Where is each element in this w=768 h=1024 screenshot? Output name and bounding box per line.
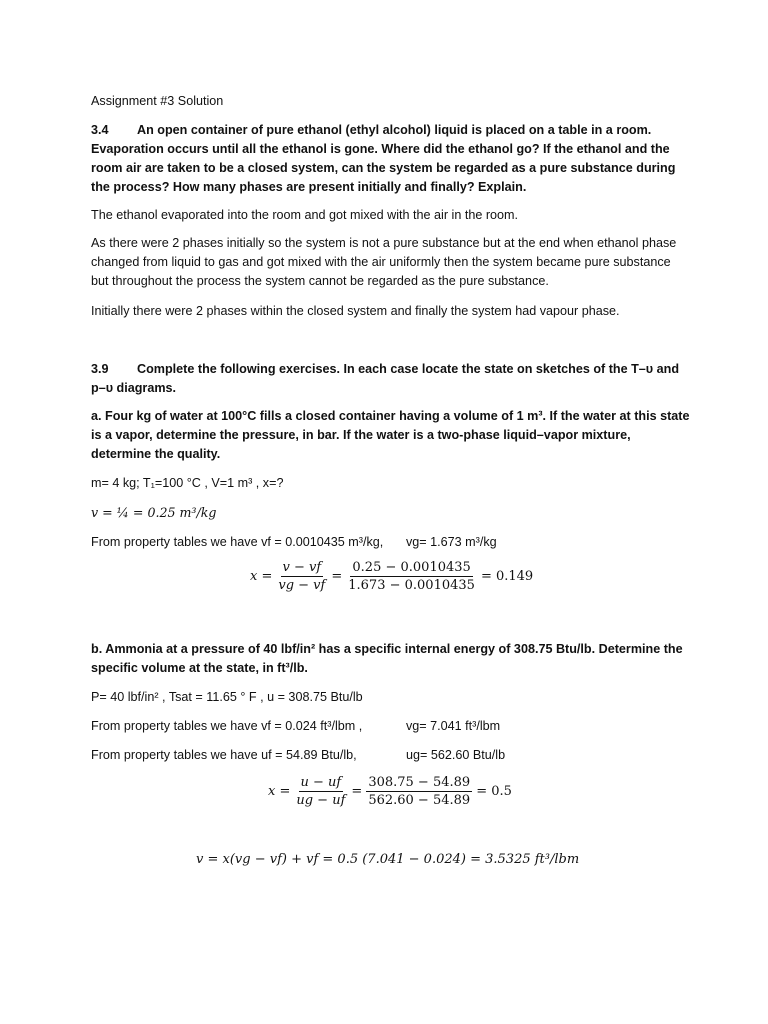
part-a-quality-equation: x = $\frac{v - vf}{vg - vf}$ = $\frac{0.25 - 0.0010435}{1.673 - 0.0010435}$ = 0.149 — [250, 560, 534, 593]
part-a-specific-volume: v = ¼ = 0.25 m³/kg — [91, 505, 217, 520]
part-a-eq-num: 0.25 − 0.0010435 — [352, 560, 471, 575]
part-b-eq-den: 562.60 − 54.89 — [368, 793, 471, 808]
problem-3-9-number: 3.9 — [91, 362, 109, 376]
problem-3-4-number: 3.4 — [91, 123, 109, 137]
problem-3-4-answer-2: As there were 2 phases initially so the system is not a pure substance but at the end when ethanol phase changed from liquid to gas and got mixed with the air uniformly then the system became pure substance but throughout the process the system cannot be regarded as the pure substance. — [91, 236, 677, 288]
part-b-given: P= 40 lbf/in² , Tsat = 11.65 ° F , u = 308.75 Btu/lb — [91, 690, 363, 704]
part-a-eq-result: = 0.149 — [480, 569, 534, 584]
part-a-tables-vf: From property tables we have vf = 0.0010435 m³/kg, — [91, 535, 384, 549]
problem-3-4-answer-3: Initially there were 2 phases within the closed system and finally the system had vapour phase. — [91, 304, 620, 318]
problem-3-9-question: 3.9 Complete the following exercises. In each case locate the state on sketches of the T–υ and p–υ diagrams. — [91, 362, 680, 395]
part-b-specific-volume-equation: v = x(vg − vf) + vf = 0.5 (7.041 − 0.024) = 3.5325 ft³/lbm — [196, 852, 580, 867]
part-b-question: b. Ammonia at a pressure of 40 lbf/in² has a specific internal energy of 308.75 Btu/lb. Determine the specific volume at the state, in ft³/lb. — [91, 642, 683, 675]
part-b-symbolic-fraction — [294, 775, 347, 808]
part-b-tables-ug: ug= 562.60 Btu/lb — [406, 748, 506, 762]
part-a-numeric-fraction — [346, 560, 477, 593]
part-a-eq-sym-den: vg − vf — [278, 578, 326, 593]
problem-3-4-question: 3.4 An open container of pure ethanol (ethyl alcohol) liquid is placed on a table in a room. Evaporation occurs until all the ethanol is gone. Where did the ethanol go? If the ethanol and the room air are taken to be a closed system, can the system be regarded as a pure substance during the process? How many phases are present initially and finally? Explain. — [91, 123, 676, 194]
part-a-question: a. Four kg of water at 100°C fills a closed container having a volume of 1 m³. If the water at this state is a vapor, determine the pressure, in bar. If the water is a two-phase liquid–vapor mixture, determine the quality. — [91, 409, 690, 461]
part-b-tables-vf: From property tables we have vf = 0.024 ft³/lbm , — [91, 719, 363, 733]
part-b-quality-equation: x = $\frac{u - uf}{ug - uf}$ = $\frac{308.75 - 54.89}{562.60 - 54.89}$ = 0.5 — [268, 775, 512, 808]
part-b-eq-result: = 0.5 — [476, 784, 512, 799]
part-a-tables-vg: vg= 1.673 m³/kg — [406, 535, 497, 549]
part-b-eq-sym-num: u − uf — [300, 775, 342, 790]
part-a-symbolic-fraction — [276, 560, 327, 593]
part-b-tables-uf: From property tables we have uf = 54.89 Btu/lb, — [91, 748, 357, 762]
document-title: Assignment #3 Solution — [91, 94, 224, 108]
problem-3-4-answer-1: The ethanol evaporated into the room and got mixed with the air in the room. — [91, 208, 519, 222]
part-b-eq-sym-den: ug − uf — [296, 793, 346, 808]
part-b-eq-num: 308.75 − 54.89 — [368, 775, 471, 790]
part-a-given: m= 4 kg; T₁=100 °C , V=1 m³ , x=? — [91, 476, 284, 490]
part-a-eq-sym-num: v − vf — [282, 560, 322, 575]
part-b-eq-lhs: x = — [268, 784, 291, 799]
part-b-tables-vg: vg= 7.041 ft³/lbm — [406, 719, 501, 733]
part-b-numeric-fraction — [366, 775, 472, 808]
part-a-eq-den: 1.673 − 0.0010435 — [348, 578, 475, 593]
part-a-eq-lhs: x = — [250, 569, 273, 584]
